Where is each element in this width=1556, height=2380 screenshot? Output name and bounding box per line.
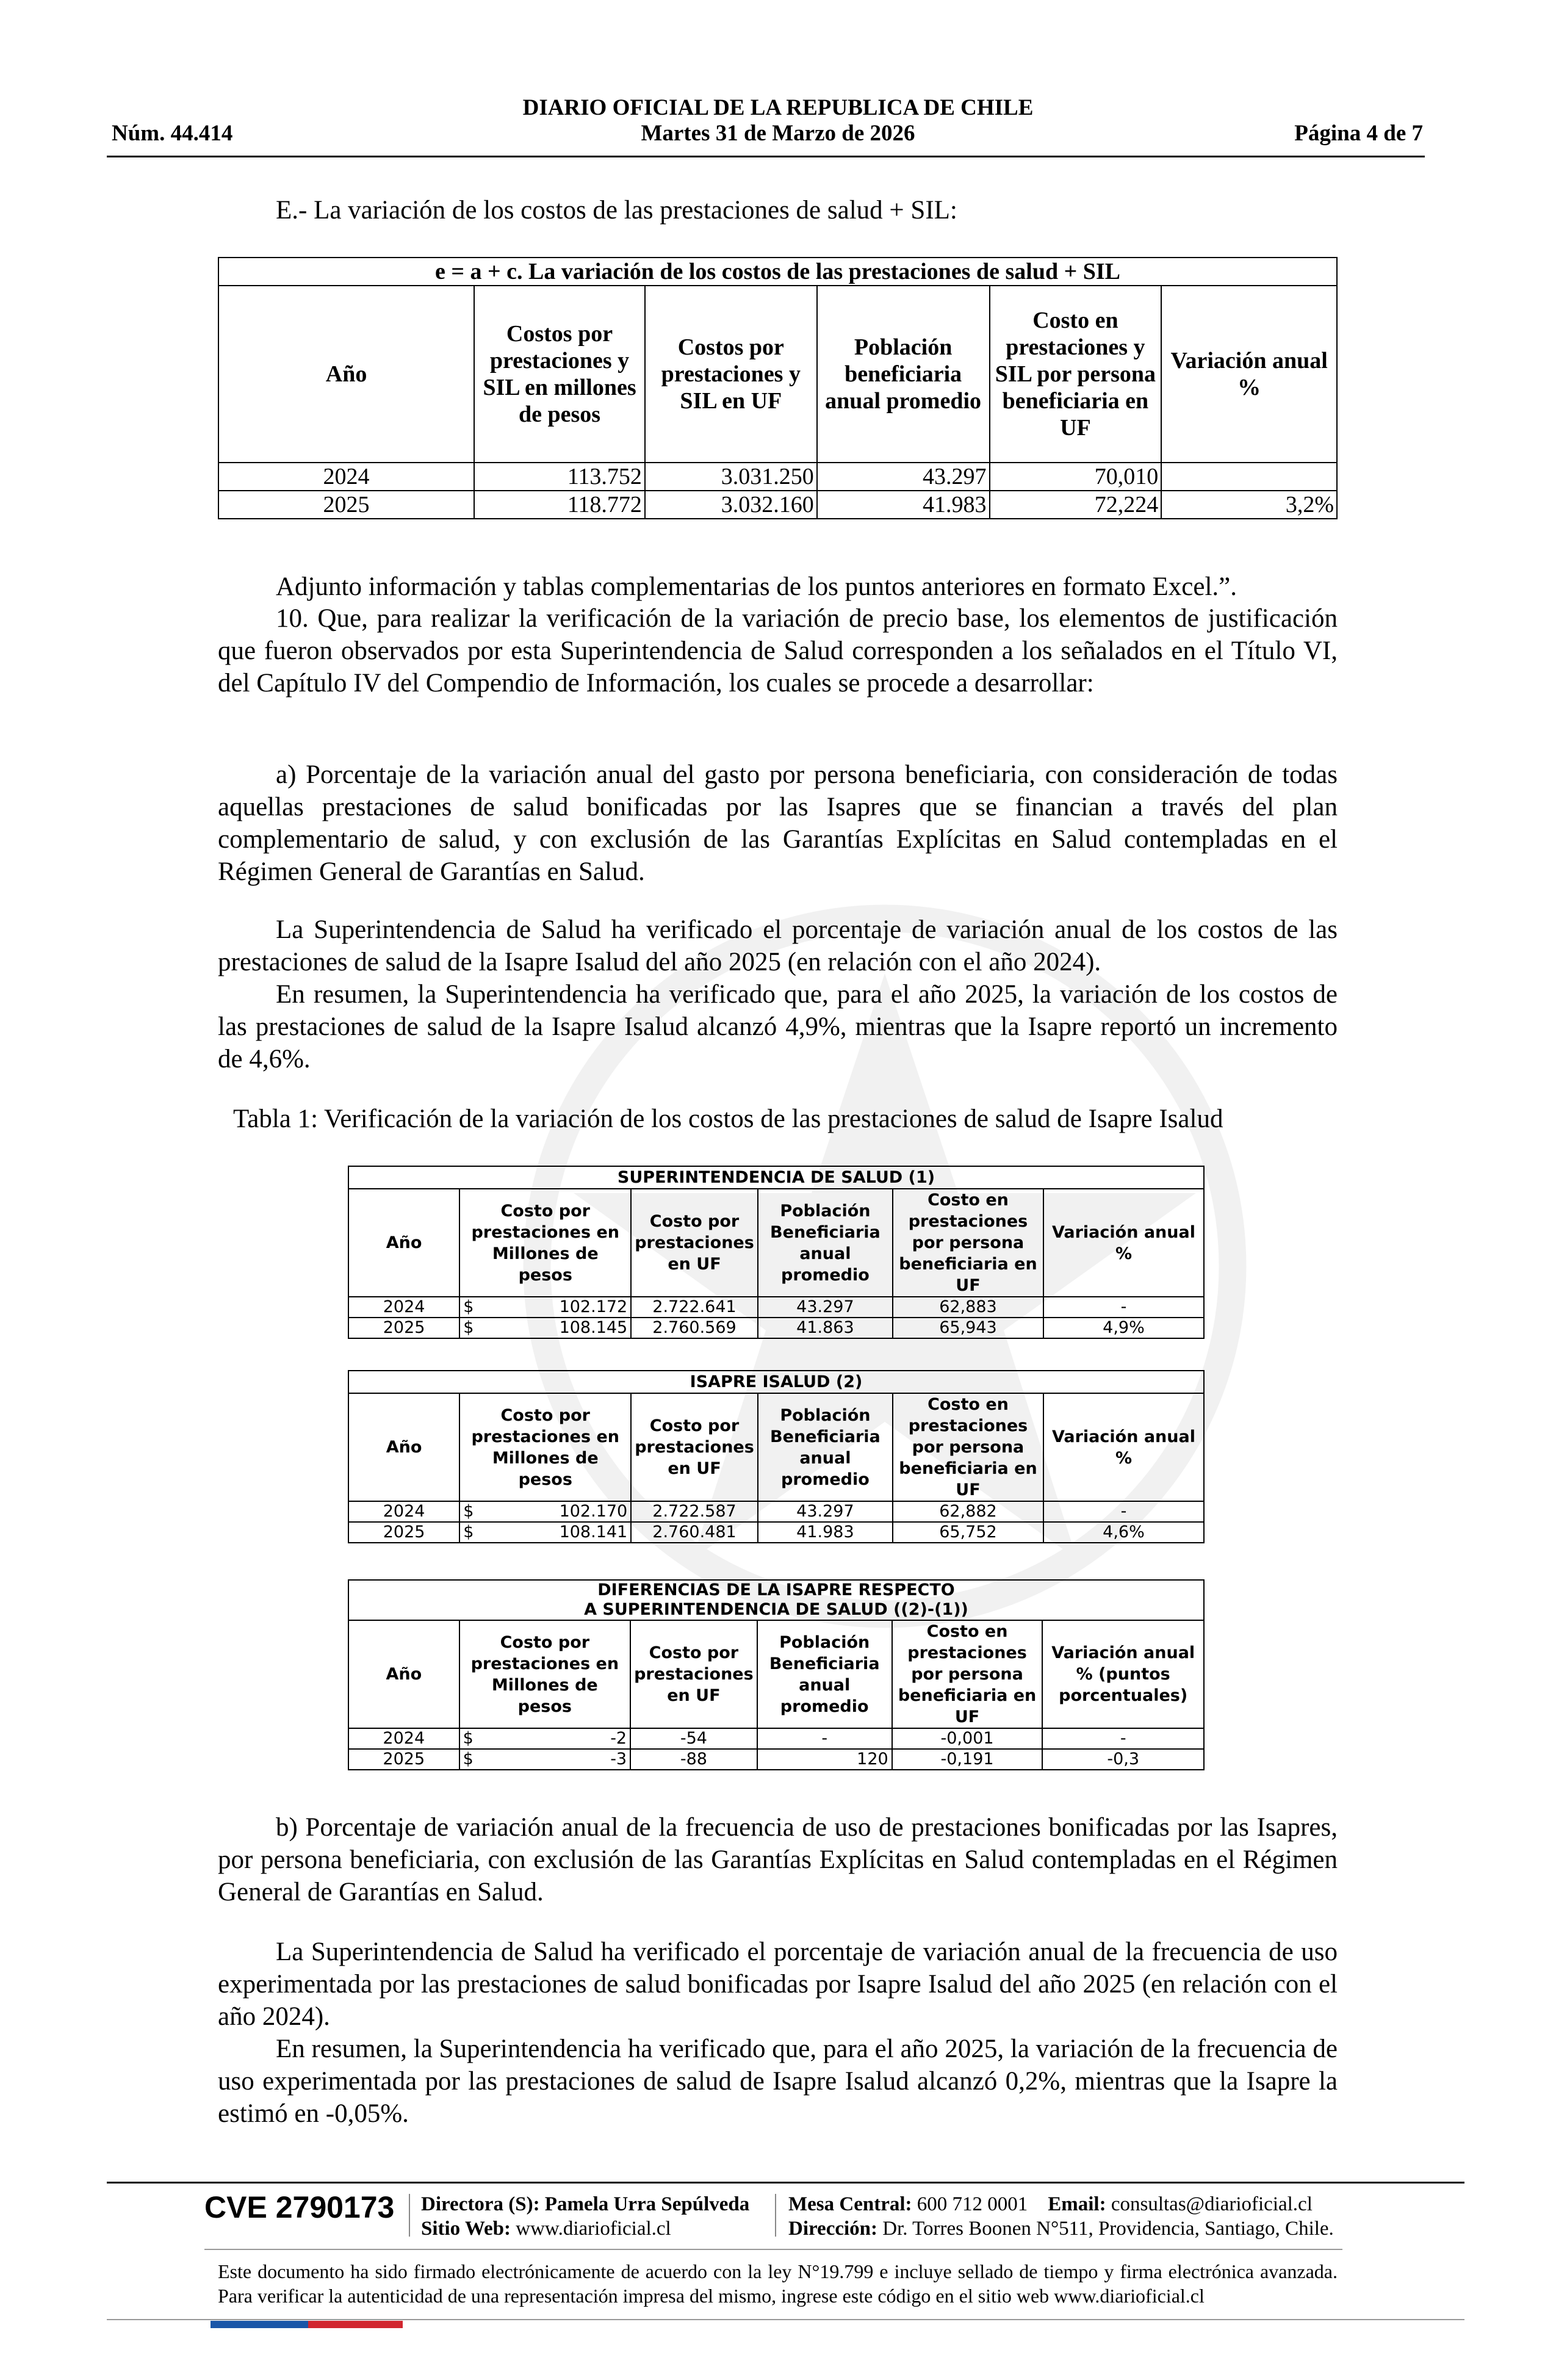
table-cell <box>459 1728 631 1749</box>
table-cell <box>1161 463 1337 491</box>
table-cell: 3,2% <box>1161 491 1337 519</box>
table-cell: 41.983 <box>817 491 990 519</box>
table-superintendencia <box>348 1166 1205 1339</box>
table-1-caption: Tabla 1: Verificación de la variación de los costos de las prestaciones de salud de Isapre Isalud <box>233 1105 1223 1133</box>
direccion-value: Dr. Torres Boonen N°511, Providencia, Santiago, Chile. <box>882 2218 1334 2240</box>
table-cell: 2025 <box>348 1318 459 1338</box>
currency-symbol: $ <box>463 1729 474 1748</box>
table-row <box>348 1749 1204 1770</box>
table-cell: 2.760.569 <box>631 1318 758 1338</box>
col-header-millones: Costo por prestaciones en Millones de pesos <box>459 1189 631 1297</box>
table-row <box>348 1297 1204 1318</box>
table-cell: 3.031.250 <box>645 463 817 491</box>
table-cell <box>459 1318 631 1338</box>
col-header-poblacion: Población Beneficiaria anual promedio <box>757 1620 892 1728</box>
summary-2-paragraph <box>218 2033 1338 2130</box>
table-cell: 70,010 <box>990 463 1162 491</box>
col-header-millones: Costo por prestaciones en Millones de pesos <box>459 1393 631 1501</box>
point-10-paragraph <box>218 602 1338 699</box>
table-e-header-poblacion: Población beneficiaria anual promedio <box>817 286 990 463</box>
col-header-poblacion: Población Beneficiaria anual promedio <box>758 1393 893 1501</box>
table-row <box>348 1318 1204 1338</box>
point-10-text: 10. Que, para realizar la verificación de la variación de precio base, los elementos de justificación que fueron observados por esta Superintendencia de Salud corresponden a los señalados en el Título VI, del Capítulo IV del Compendio de Información, los cuales se procede a desarrollar: <box>218 604 1338 698</box>
item-a-paragraph <box>218 759 1338 888</box>
cell-value: -3 <box>610 1750 627 1769</box>
table-cell: - <box>1043 1297 1204 1318</box>
footer-divider <box>204 2249 1342 2250</box>
table-cell: 2024 <box>348 1501 459 1522</box>
sitio-web-label: Sitio Web: <box>421 2218 511 2240</box>
table-cell: 2024 <box>348 1728 459 1749</box>
header-rule <box>107 156 1425 157</box>
table-diff-title-line-1: DIFERENCIAS DE LA ISAPRE RESPECTO <box>597 1581 955 1599</box>
table-cell: 2024 <box>348 1297 459 1318</box>
cell-value: 102.170 <box>559 1502 628 1521</box>
table-cell: 120 <box>757 1749 892 1770</box>
table-cell: -0,3 <box>1042 1749 1204 1770</box>
mesa-label: Mesa Central: <box>788 2193 912 2215</box>
table-cell: 2.760.481 <box>631 1522 758 1543</box>
table-e-header-year: Año <box>218 286 474 463</box>
table-cell: 4,9% <box>1043 1318 1204 1338</box>
item-b-paragraph <box>218 1811 1338 1908</box>
table-cell <box>459 1501 631 1522</box>
table-e-header-variacion: Variación anual % <box>1161 286 1337 463</box>
verification-2-text: La Superintendencia de Salud ha verificado el porcentaje de variación anual de la frecuencia de uso experimentada por las prestaciones de salud bonificadas por Isapre Isalud del año 2025 (en relación con el año 2024). <box>218 1938 1338 2031</box>
table-row <box>348 1728 1204 1749</box>
table-cell: 65,752 <box>893 1522 1043 1543</box>
table-super-title: SUPERINTENDENCIA DE SALUD (1) <box>348 1166 1204 1189</box>
currency-symbol: $ <box>463 1750 474 1769</box>
table-cell: -0,001 <box>892 1728 1043 1749</box>
col-header-costo-persona: Costo en prestaciones por persona beneficiaria en UF <box>893 1393 1043 1501</box>
table-row <box>218 463 1337 491</box>
cell-value: 108.145 <box>559 1318 628 1337</box>
table-cell <box>459 1749 631 1770</box>
footer-left-block <box>421 2192 749 2241</box>
table-isapre-isalud <box>348 1370 1205 1543</box>
table-cell <box>459 1297 631 1318</box>
cell-value: -2 <box>610 1729 627 1748</box>
table-e-title: e = a + c. La variación de los costos de las prestaciones de salud + SIL <box>218 258 1337 286</box>
currency-symbol: $ <box>463 1297 474 1316</box>
col-header-year: Año <box>348 1393 459 1501</box>
footer-separator <box>775 2194 776 2237</box>
summary-1-text: En resumen, la Superintendencia ha verificado que, para el año 2025, la variación de los costos de las prestaciones de salud de la Isapre Isalud alcanzó 4,9%, mientras que la Isapre reportó un incremento de 4,6%. <box>218 980 1338 1073</box>
verification-1-paragraph <box>218 914 1338 978</box>
table-cell: 2025 <box>348 1522 459 1543</box>
col-header-costo-persona: Costo en prestaciones por persona beneficiaria en UF <box>892 1620 1043 1728</box>
direccion-label: Dirección: <box>788 2218 878 2240</box>
gazette-title: DIARIO OFICIAL DE LA REPUBLICA DE CHILE <box>522 95 1034 120</box>
table-cell: - <box>757 1728 892 1749</box>
table-cell: 4,6% <box>1043 1522 1204 1543</box>
table-cell: 2.722.587 <box>631 1501 758 1522</box>
table-cell: 65,943 <box>893 1318 1043 1338</box>
col-header-year: Año <box>348 1620 459 1728</box>
contact-line <box>788 2192 1334 2216</box>
issue-number: Núm. 44.414 <box>112 121 233 146</box>
table-e-header-uf: Costos por prestaciones y SIL en UF <box>645 286 817 463</box>
issue-date: Martes 31 de Marzo de 2026 <box>641 121 915 146</box>
col-header-variacion-pp: Variación anual % (puntos porcentuales) <box>1042 1620 1204 1728</box>
col-header-uf: Costo por prestaciones en UF <box>631 1189 758 1297</box>
table-diferencias <box>348 1579 1205 1770</box>
footer-bottom-rule <box>107 2319 1464 2320</box>
table-cell: 62,883 <box>893 1297 1043 1318</box>
table-row <box>348 1522 1204 1543</box>
table-cell: 2024 <box>218 463 474 491</box>
table-cell: 41.983 <box>758 1522 893 1543</box>
email-label: Email: <box>1048 2193 1106 2215</box>
table-cell: 72,224 <box>990 491 1162 519</box>
flag-stripe-blue <box>211 2321 308 2328</box>
table-cell: 113.752 <box>474 463 645 491</box>
verification-2-paragraph <box>218 1936 1338 2033</box>
summary-1-paragraph <box>218 978 1338 1075</box>
col-header-millones: Costo por prestaciones en Millones de pesos <box>459 1620 631 1728</box>
col-header-uf: Costo por prestaciones en UF <box>630 1620 757 1728</box>
table-diff-title <box>348 1580 1204 1620</box>
table-e-header-costo-persona: Costo en prestaciones y SIL por persona beneficiaria en UF <box>990 286 1162 463</box>
address-line <box>788 2216 1334 2241</box>
directora: Directora (S): Pamela Urra Sepúlveda <box>421 2193 750 2215</box>
signature-note: Este documento ha sido firmado electrónicamente de acuerdo con la ley N°19.799 e incluye sellado de tiempo y firma electrónica avanzada. Para verificar la autenticidad de una representación impresa del mismo, ingrese este código en el sitio web www.diarioficial.cl <box>218 2260 1338 2307</box>
col-header-year: Año <box>348 1189 459 1297</box>
table-cell: 41.863 <box>758 1318 893 1338</box>
col-header-uf: Costo por prestaciones en UF <box>631 1393 758 1501</box>
cve-code: CVE 2790173 <box>204 2190 395 2224</box>
verification-1-text: La Superintendencia de Salud ha verificado el porcentaje de variación anual de los costos de las prestaciones de salud de la Isapre Isalud del año 2025 (en relación con el año 2024). <box>218 915 1338 976</box>
table-cell: -0,191 <box>892 1749 1043 1770</box>
currency-symbol: $ <box>463 1523 474 1542</box>
currency-symbol: $ <box>463 1502 474 1521</box>
col-header-variacion: Variación anual % <box>1043 1189 1204 1297</box>
table-cell: 62,882 <box>893 1501 1043 1522</box>
table-isapre-title: ISAPRE ISALUD (2) <box>348 1371 1204 1393</box>
table-cell: 3.032.160 <box>645 491 817 519</box>
flag-stripe-red <box>308 2321 403 2328</box>
sitio-web-line <box>421 2216 749 2241</box>
table-cell: 43.297 <box>758 1297 893 1318</box>
table-cell <box>459 1522 631 1543</box>
cell-value: 108.141 <box>559 1523 628 1542</box>
table-diff-title-line-2: A SUPERINTENDENCIA DE SALUD ((2)-(1)) <box>584 1600 968 1619</box>
page-indicator: Página 4 de 7 <box>1294 121 1423 146</box>
table-cell: 2025 <box>348 1749 459 1770</box>
footer-rule <box>107 2182 1464 2183</box>
currency-symbol: $ <box>463 1318 474 1337</box>
item-b-text: b) Porcentaje de variación anual de la frecuencia de uso de prestaciones bonificadas por las Isapres, por persona beneficiaria, con exclusión de las Garantías Explícitas en Salud contempladas en el Régimen General de Garantías en Salud. <box>218 1813 1338 1906</box>
item-a-text: a) Porcentaje de la variación anual del gasto por persona beneficiaria, con consideración de todas aquellas prestaciones de salud bonificadas por las Isapres que se financian a través del plan complementario de salud, y con exclusión de las Garantías Explícitas en Salud contempladas en el Régimen General de Garantías en Salud. <box>218 760 1338 886</box>
mesa-phone: 600 712 0001 <box>917 2193 1028 2215</box>
table-cell: 118.772 <box>474 491 645 519</box>
table-cell: -54 <box>630 1728 757 1749</box>
col-header-costo-persona: Costo en prestaciones por persona beneficiaria en UF <box>893 1189 1043 1297</box>
sitio-web-link[interactable]: www.diarioficial.cl <box>516 2218 671 2240</box>
col-header-poblacion: Población Beneficiaria anual promedio <box>758 1189 893 1297</box>
cell-value: 102.172 <box>559 1297 628 1316</box>
table-cell: 43.297 <box>817 463 990 491</box>
col-header-variacion: Variación anual % <box>1043 1393 1204 1501</box>
email-link[interactable]: consultas@diarioficial.cl <box>1111 2193 1313 2215</box>
footer-separator <box>409 2194 410 2237</box>
footer-right-block <box>788 2192 1334 2241</box>
section-e-heading: E.- La variación de los costos de las prestaciones de salud + SIL: <box>276 196 957 225</box>
table-cell: 43.297 <box>758 1501 893 1522</box>
table-cell: 2.722.641 <box>631 1297 758 1318</box>
table-row <box>348 1501 1204 1522</box>
summary-2-text: En resumen, la Superintendencia ha verificado que, para el año 2025, la variación de la frecuencia de uso experimentada por las prestaciones de salud de Isapre Isalud alcanzó 0,2%, mientras que la Isapre la estimó en -0,05%. <box>218 2035 1338 2128</box>
table-row <box>218 491 1337 519</box>
table-cell: - <box>1042 1728 1204 1749</box>
table-variation-costs-sil <box>218 257 1338 519</box>
table-cell: -88 <box>630 1749 757 1770</box>
table-cell: 2025 <box>218 491 474 519</box>
adjunto-paragraph: Adjunto información y tablas complementarias de los puntos anteriores en formato Excel.”. <box>276 572 1237 601</box>
table-cell: - <box>1043 1501 1204 1522</box>
table-e-header-millones: Costos por prestaciones y SIL en millones de pesos <box>474 286 645 463</box>
